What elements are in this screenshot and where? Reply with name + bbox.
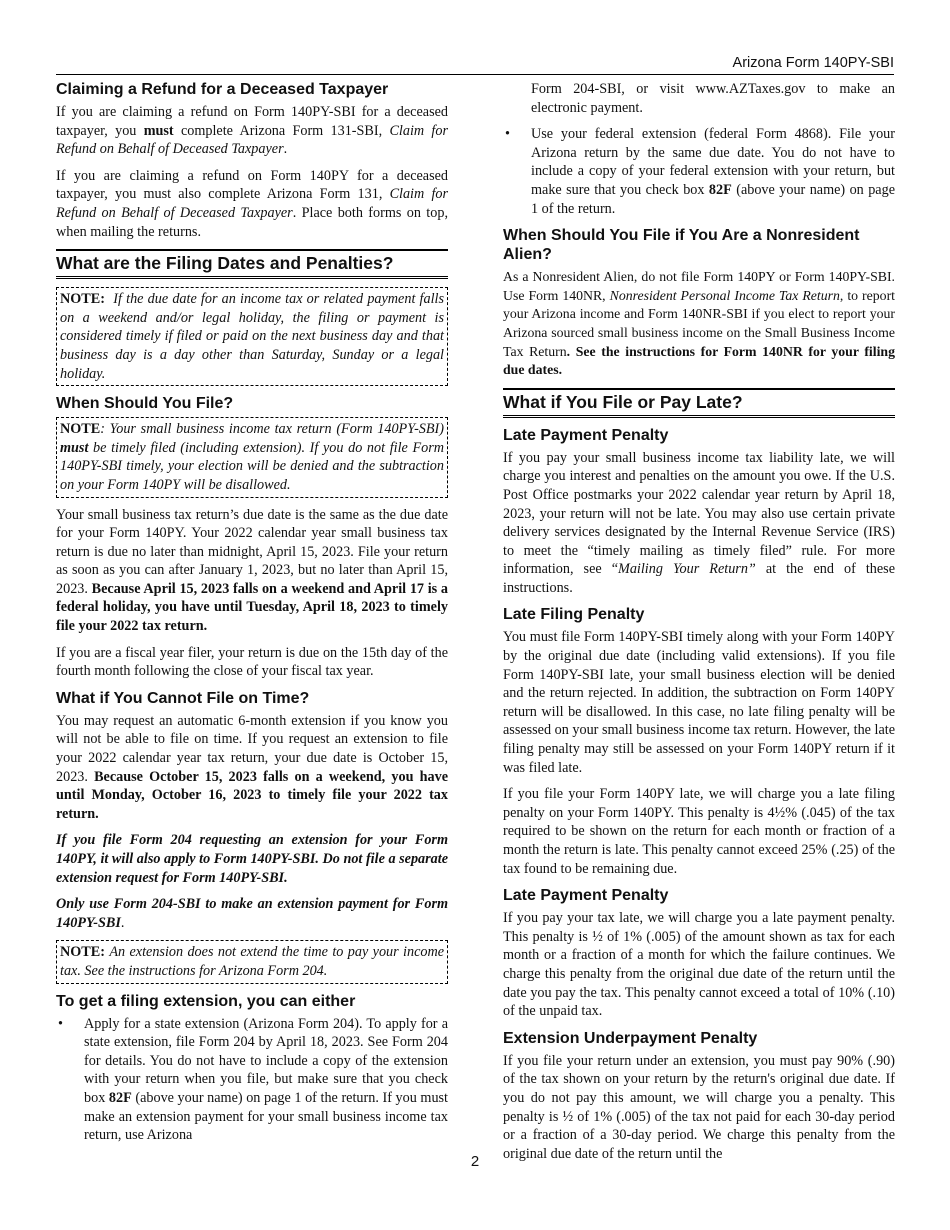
paragraph: As a Nonresident Alien, do not file Form 140PY or Form 140PY-SBI. Use Form 140NR, Nonresident Personal Income Tax Return, to report your Arizona income and Form 140NR-SBI if you elect to report your Arizona sourced small business income on the Small Business Income Tax Return. See the instructions for Form 140NR for your filing due dates. [503, 269, 895, 378]
subheading-extension-underpayment: Extension Underpayment Penalty [503, 1029, 758, 1047]
paragraph: If you pay your small business income tax liability late, we will charge you interest and penalties on the amount you owe. If the U.S. Post Office postmarks your 2022 calendar year return by April 18, 2023, your return will not be late. You may also use certain private delivery services designated by the Internal Revenue Service (IRS) to meet the “timely mailing as timely filed” rule. For more information, see “Mailing Your Return” at the end of these instructions. [503, 449, 895, 596]
paragraph: You must file Form 140PY-SBI timely along with your Form 140PY by the original due date (including valid extensions). If you file Form 140PY-SBI late, your small business election will be denied and the return rejected. In addition, the subtraction on Form 140PY return will be disallowed. In this case, no late filing penalty will be assessed on your small business income tax return. However, the late filing penalty may still be assessed on your Form 140PY return if it was filed late. [503, 629, 895, 776]
page-number: 2 [470, 1153, 480, 1170]
paragraph: Your small business tax return’s due date is the same as the due date for your Form 140PY. Your 2022 calendar year small business tax return is due no later than midnight, April 15, 2023. File your return as soon as you can after January 1, 2023, but no later than April 15, 2023. Because April 15, 2023 falls on a weekend and April 17 is a federal holiday, you have until Tuesday, April 18, 2023 to timely file your 2022 tax return. [56, 506, 449, 635]
right-column [503, 80, 895, 1171]
extension-options-list [56, 1015, 448, 1145]
section-heading-deceased: Claiming a Refund for a Deceased Taxpayer [56, 81, 389, 98]
extension-options-list-continued [503, 125, 895, 218]
section-heading-filing-dates: What are the Filing Dates and Penalties? [56, 249, 448, 279]
paragraph: Only use Form 204-SBI to make an extension payment for Form 140PY-SBI. [56, 896, 448, 931]
section-heading-get-extension: To get a filing extension, you can either [56, 992, 356, 1010]
subheading-late-filing: Late Filing Penalty [503, 606, 645, 624]
note-box: NOTE: An extension does not extend the time to pay your income tax. See the instructions for Arizona Form 204. [56, 940, 448, 983]
note-box: NOTE: If the due date for an income tax or related payment falls on a weekend and/or legal holiday, the filing or payment is considered timely if filed or paid on the next business day and that business day is a day other than Saturday, Sunday or a legal holiday. [56, 287, 448, 386]
list-item: • Use your federal extension (federal Form 4868). File your Arizona return by the same due date. You do not have to include a copy of your federal extension with your return, but make sure that you check box 82F (above your name) on page 1 of the return. [505, 126, 895, 217]
paragraph: You may request an automatic 6-month extension if you know you will not be able to file on time. If you request an extension to file your 2022 calendar year tax return, your due date is October 15, 2023. Because October 15, 2023 falls on a weekend, you have until Monday, October 16, 2023 to timely file your 2022 tax return. [56, 712, 448, 822]
bullet-icon: • [58, 1015, 63, 1032]
section-heading-file-pay-late: What if You File or Pay Late? [503, 388, 895, 418]
paragraph: If you file your return under an extension, you must pay 90% (.90) of the tax shown on your return by the return's original due date. If you do not pay this amount, we will charge you a penalty. This penalty is ½ of 1% (.005) of the tax not paid for each 30-day period or a fraction of a 30-day period. We charge this penalty from the original due date of the return until the [503, 1052, 895, 1162]
subheading-late-payment: Late Payment Penalty [503, 426, 669, 444]
list-item: • Apply for a state extension (Arizona Form 204). To apply for a state extension, file Form 204 by April 18, 2023. See Form 204 for details. You do not have to include a copy of the extension with your return when you file, but make sure that you check box 82F (above your name) on page 1 of the return. If you must make an extension payment for your small business income tax return, use Arizona [58, 1015, 449, 1144]
section-heading-nonresident: When Should You File if You Are a Nonresident Alien? [503, 227, 860, 264]
header-rule [56, 74, 894, 75]
section-heading-cannot-file: What if You Cannot File on Time? [56, 689, 310, 707]
paragraph: If you file Form 204 requesting an extension for your Form 140PY, it will also apply to Form 140PY-SBI. Do not file a separate extension request for Form 140PY-SBI. [56, 832, 448, 886]
left-column [56, 80, 448, 1153]
paragraph: If you are claiming a refund on Form 140PY-SBI for a deceased taxpayer, you must complete Arizona Form 131-SBI, Claim for Refund on Behalf of Deceased Taxpayer. [56, 104, 448, 158]
list-item-continued: Form 204-SBI, or visit www.AZTaxes.gov to make an electronic payment. [531, 81, 895, 116]
paragraph: If you pay your tax late, we will charge you a late payment penalty. This penalty is ½ of 1% (.005) of the amount shown as tax for each month or a fraction of a month for which the failure continues. We charge this penalty from the original due date of the return until the date you pay the tax. This penalty cannot exceed a total of 10% (.10) of the unpaid tax. [503, 910, 895, 1020]
form-title: Arizona Form 140PY-SBI [732, 55, 894, 71]
paragraph: If you are claiming a refund on Form 140PY for a deceased taxpayer, you must also complete Arizona Form 131, Claim for Refund on Behalf of Deceased Taxpayer. Place both forms on top, when mailing the returns. [56, 167, 448, 240]
paragraph: If you file your Form 140PY late, we will charge you a late filing penalty on your Form 140PY. This penalty is 4½% (.045) of the tax required to be shown on the return for each month or fraction of a month the return is late. This penalty cannot exceed 25% (.25) of the tax found to be remaining due. [503, 786, 895, 877]
paragraph: If you are a fiscal year filer, your return is due on the 15th day of the fourth month following the close of your fiscal tax year. [56, 644, 448, 680]
section-heading-when-file: When Should You File? [56, 395, 234, 413]
bullet-icon: • [505, 126, 510, 143]
subheading-late-payment-2: Late Payment Penalty [503, 887, 669, 905]
note-box: NOTE: Your small business income tax return (Form 140PY-SBI) must be timely filed (including extension). If you do not file Form 140PY-SBI timely, your election will be denied and the subtraction on your Form 140PY will be disallowed. [56, 417, 448, 497]
